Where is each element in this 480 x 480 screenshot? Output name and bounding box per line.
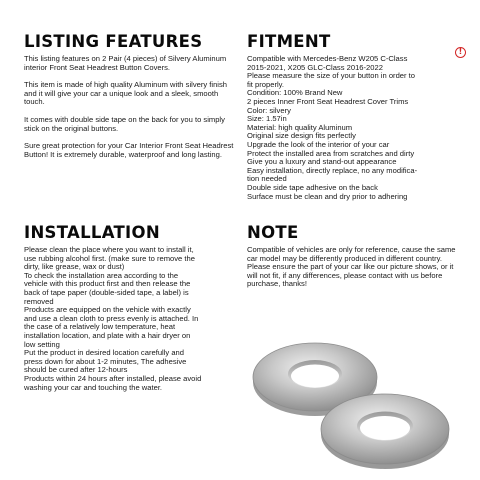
listing-paragraph: This listing features on 2 Pair (4 pieces) of Silvery Aluminum interior Front Seat Headrest Button Covers. — [24, 54, 227, 72]
fitment-line: Color: silvery — [247, 105, 291, 115]
listing-paragraph: Sure great protection for your Car Interior Front Seat Headrest Button! It is extremely durable, waterproof and long lasting. — [24, 141, 234, 159]
fitment-line: Double side tape adhesive on the back — [247, 182, 378, 192]
note-heading: NOTE — [247, 223, 299, 242]
note-body — [247, 246, 461, 289]
installation-line: To check the installation area according to the — [24, 270, 179, 280]
listing-features-heading: LISTING FEATURES — [24, 32, 203, 51]
fitment-line: Protect the installed area from scratches and dirty — [247, 148, 415, 158]
fitment-line: Give you a luxury and stand-out appearance — [247, 157, 397, 167]
installation-line: Products within 24 hours after installed, please avoid — [24, 373, 202, 383]
installation-line: the case of a relatively low temperature, heat — [24, 322, 176, 332]
note-section — [247, 224, 461, 298]
listing-paragraph: It comes with double side tape on the back for you to simply stick on the original buttons. — [24, 114, 225, 133]
fitment-line: Compatible with Mercedes-Benz W205 C-Class — [247, 54, 408, 63]
installation-line: Put the product in desired location carefully and — [24, 348, 184, 358]
fitment-line: Material: high quality Aluminum — [247, 122, 353, 132]
listing-features-body — [24, 55, 240, 159]
fitment-line: Original size design fits perfectly — [247, 131, 356, 141]
fitment-line: fit properly. — [247, 79, 284, 89]
installation-line: vehicle with this product first and then release the — [24, 279, 191, 289]
fitment-list — [247, 55, 462, 201]
installation-line: installation location, and plate with a hair dryer on — [24, 330, 191, 340]
silver-aluminum-rings — [240, 330, 465, 475]
warning-icon[interactable]: ! — [455, 47, 466, 58]
installation-heading: INSTALLATION — [24, 223, 160, 242]
fitment-line: Easy installation, directly replace, no any modifica- — [247, 165, 418, 175]
fitment-heading: FITMENT — [247, 32, 331, 51]
installation-line: press down for about 1-2 minutes, The adhesive — [24, 356, 187, 366]
installation-line: and use a clean cloth to press evenly is attached. In — [24, 313, 199, 323]
installation-line: Please clean the place where you want to install it, — [24, 245, 194, 254]
fitment-line: 2 pieces Inner Front Seat Headrest Cover Trims — [247, 96, 409, 106]
fitment-line: Condition: 100% Brand New — [247, 88, 343, 98]
ring-front — [321, 394, 449, 469]
fitment-line: tion needed — [247, 174, 287, 184]
installation-line: low setting — [24, 339, 60, 349]
listing-features-section — [24, 33, 240, 168]
installation-line: back of tape paper (double-sided tape, a label) is — [24, 287, 189, 297]
installation-line: Products are equipped on the vehicle with exactly — [24, 305, 191, 315]
installation-list — [24, 246, 242, 392]
fitment-section — [247, 33, 462, 201]
fitment-line: 2015-2021, X205 GLC-Class 2016-2022 — [247, 62, 383, 72]
fitment-line: Upgrade the look of the interior of your car — [247, 139, 390, 149]
fitment-line: Please measure the size of your button in order to — [247, 71, 416, 81]
installation-line: washing your car and touching the water. — [24, 382, 163, 392]
listing-paragraph: This item is made of high quality Aluminum with silvery finish and it will give your car a unique look and a sleek, smooth touch. — [24, 80, 227, 107]
installation-line: removed — [24, 296, 54, 306]
installation-section — [24, 224, 242, 392]
installation-line: dirty, like grease, wax or dust) — [24, 262, 125, 272]
note-paragraph: Compatible of vehicles are only for reference, cause the same car model may be differently produced in different country. Please ensure the part of your car like our picture shows, or it will not fit, if any differences, please contact with us before purchase, thanks! — [247, 245, 456, 289]
installation-line: use rubbing alcohol first. (make sure to remove the — [24, 253, 195, 263]
fitment-line: Surface must be clean and dry prior to adhering — [247, 191, 408, 201]
fitment-line: Size: 1.57in — [247, 114, 287, 124]
installation-line: should be cured after 12-hours — [24, 365, 128, 375]
